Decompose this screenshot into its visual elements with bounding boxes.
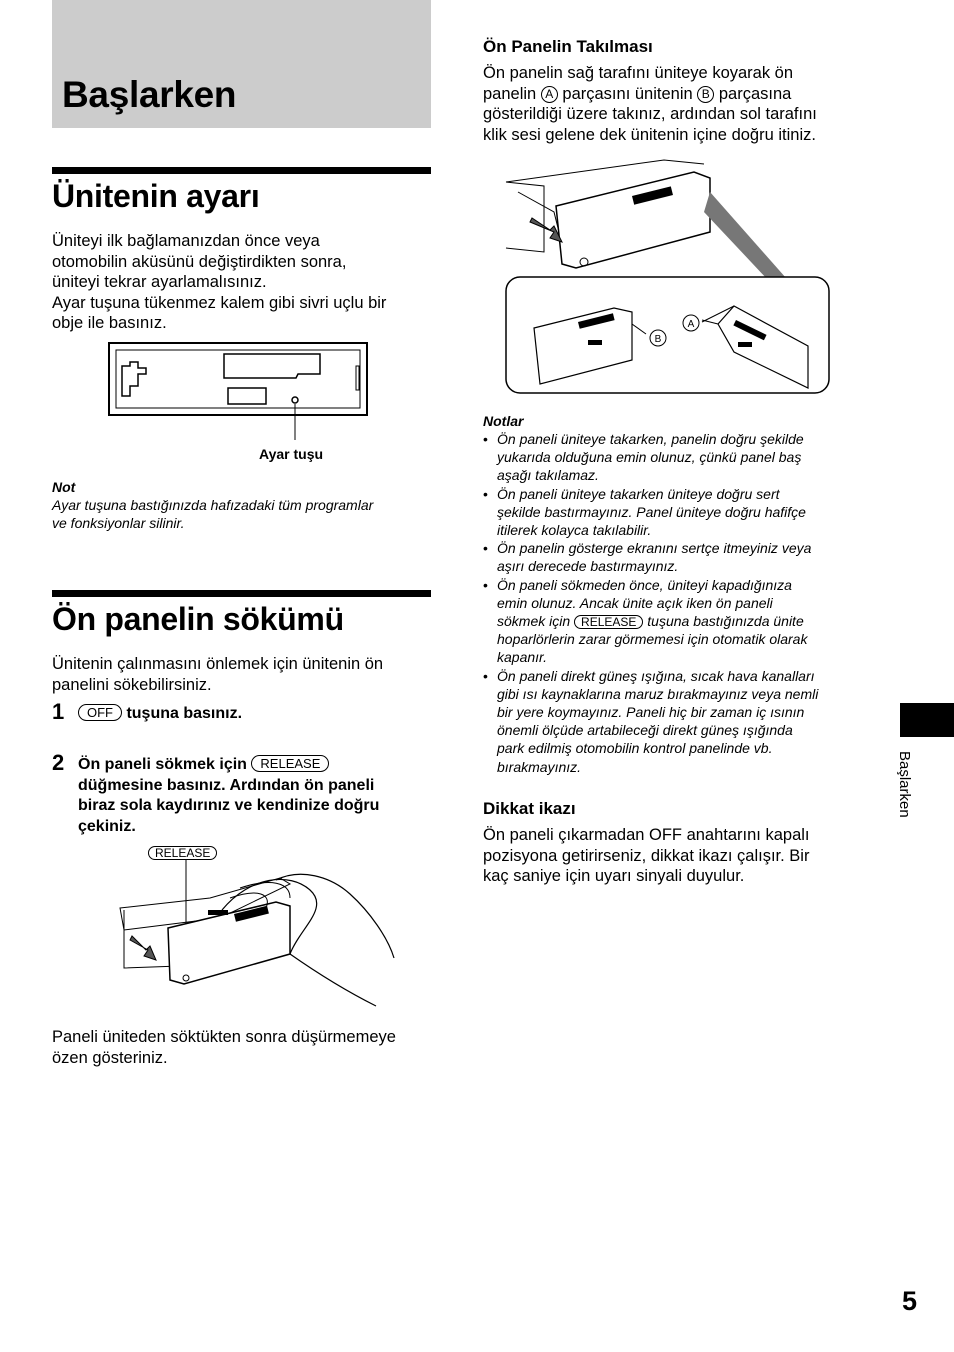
text-line: Ön panelin sağ tarafını üniteye koyarak ön	[483, 64, 794, 82]
text-line: önemli ölçüde artabileceği direkt güneş ışığında	[497, 722, 793, 739]
text-line: pozisyona getirirseniz, dikkat ikazı çalışır. Bir	[483, 846, 810, 865]
text-line: gösterildiği üzere takınız, ardından sol tarafını	[483, 105, 817, 124]
text-line: Ayar tuşuna tükenmez kalem gibi sivri uçlu bir	[52, 293, 387, 312]
section-rule	[52, 590, 431, 597]
notes-list	[483, 430, 873, 776]
fig-label-b: B	[654, 334, 662, 345]
step-2-text	[78, 755, 379, 837]
text-line: ve fonksiyonlar silinir.	[52, 515, 185, 532]
chapter-title: Başlarken	[62, 74, 237, 115]
text-span: parçasını ünitenin	[562, 84, 693, 103]
text-line: Ön paneli çıkarmadan OFF anahtarını kapalı	[483, 826, 810, 844]
warning-heading: Dikkat ikazı	[483, 799, 576, 818]
list-item	[483, 430, 873, 485]
text-line: Paneli üniteden söktükten sonra düşürmemeye	[52, 1028, 396, 1046]
step-number: 1	[52, 699, 65, 724]
side-chapter-label: Başlarken	[896, 751, 913, 818]
text-line: Ünitenin çalınmasını önlemek için ünitenin ön	[52, 655, 384, 673]
text-line: aşırı derecede bastırmayınız.	[497, 558, 679, 575]
text-line: otomobilin aküsünü değiştirdikten sonra,	[52, 252, 347, 271]
text-line: aşağı takılamaz.	[497, 467, 599, 484]
text-line: düğmesine basınız. Ardından ön paneli	[78, 776, 375, 794]
text-line: panelini sökebilirsiniz.	[52, 675, 212, 694]
text-line: • Ön panelin gösterge ekranını sertçe itmeyiniz veya	[497, 540, 812, 557]
section-title-unit-setup: Ünitenin ayarı	[52, 178, 260, 214]
fig-label-a: A	[687, 319, 695, 330]
note-text	[52, 496, 373, 532]
text-line: özen gösteriniz.	[52, 1048, 168, 1067]
unit-setup-paragraph	[52, 231, 386, 334]
part-a-icon: A	[541, 86, 558, 103]
text-line: hoparlörlerin zarar görmemesi için otomatik olarak	[497, 631, 808, 648]
note-heading: Not	[52, 479, 76, 495]
chapter-tab-marker	[900, 703, 954, 737]
part-b-icon: B	[697, 86, 714, 103]
text-line: yukarıda olduğuna emin olunuz, çünkü panel baş	[497, 449, 802, 466]
page-number: 5	[902, 1286, 918, 1316]
text-line: • Ön paneli direkt güneş ışığına, sıcak hava kanalları	[497, 667, 815, 684]
after-removal-paragraph	[52, 1027, 396, 1068]
text-line: bırakmayınız.	[497, 758, 582, 775]
list-item	[483, 576, 873, 667]
text-line: üniteyi tekrar ayarlamalısınız.	[52, 273, 267, 292]
text-line: kapanır.	[497, 649, 548, 666]
text-line: Ayar tuşuna bastığınızda hafızadaki tüm programlar	[52, 497, 374, 513]
list-item	[483, 539, 873, 575]
text-line: çekiniz.	[78, 817, 136, 835]
text-line: gibi ısı kaynaklarına maruz bırakmayınız veya nemli	[497, 685, 819, 702]
list-item	[483, 667, 873, 776]
release-key-icon: RELEASE	[574, 615, 643, 629]
panel-removal-illustration	[100, 858, 400, 1010]
text-line: park edilmiş otomobilin kontrol panelinde vb.	[497, 740, 773, 757]
release-key-icon: RELEASE	[251, 755, 329, 772]
text-line: kaç saniye için uyarı sinyali duyulur.	[483, 867, 745, 886]
list-item	[483, 485, 873, 540]
reset-button-caption: Ayar tuşu	[259, 446, 324, 462]
panel-attach-illustration	[504, 152, 832, 396]
text-line: itilerek kolayca takılabilir.	[497, 522, 652, 539]
attach-paragraph	[483, 63, 817, 145]
panel-removal-paragraph	[52, 654, 383, 695]
text-line: • Ön paneli sökmeden önce, üniteyi kapadığınıza	[497, 576, 792, 593]
text-line: obje ile basınız.	[52, 314, 167, 333]
warning-paragraph	[483, 825, 810, 887]
section-title-panel-removal: Ön panelin sökümü	[52, 601, 344, 637]
text-line: şekilde bastırmayınız. Panel üniteye doğru hafifçe	[497, 503, 806, 520]
text-line: klik sesi gelene dek ünitenin içine doğru itiniz.	[483, 125, 816, 144]
text-line: Üniteyi ilk bağlamanızdan önce veya	[52, 232, 320, 250]
unit-reset-illustration	[108, 342, 370, 442]
step-1-instruction: tuşuna basınız.	[126, 705, 243, 722]
step-number: 2	[52, 750, 65, 775]
text-line: bir yere koymayınız. Paneli hiç bir zaman iç ısının	[497, 704, 805, 721]
text-line: • Ön paneli üniteye takarken üniteye doğru sert	[497, 485, 780, 502]
off-key-icon: OFF	[78, 704, 122, 721]
text-span: panelin	[483, 84, 537, 103]
section-rule	[52, 167, 431, 174]
attach-heading: Ön Panelin Takılması	[483, 37, 653, 56]
text-line: • Ön paneli üniteye takarken, panelin doğru şekilde	[497, 431, 804, 447]
notes-heading: Notlar	[483, 413, 524, 429]
step-2-instruction: Ön paneli sökmek için	[78, 756, 247, 773]
text-line: emin olunuz. Ancak ünite açık iken ön paneli	[497, 594, 773, 611]
text-line: biraz sola kaydırınız ve kendinize doğru	[78, 797, 380, 814]
text-span: sökmek için	[497, 613, 571, 630]
step-1-text	[78, 704, 242, 725]
text-span: parçasına	[718, 84, 792, 103]
release-key-icon: RELEASE	[148, 846, 217, 860]
text-span: tuşuna bastığınızda ünite	[647, 613, 804, 630]
